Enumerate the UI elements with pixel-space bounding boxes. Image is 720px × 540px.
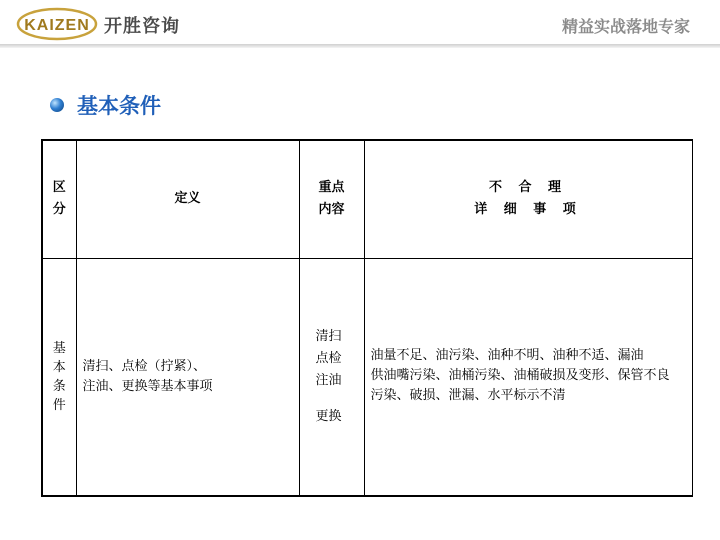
table-header-row [42, 140, 692, 258]
definition-cell: 清扫、点检（拧紧）、 注油、更换等基本事项 [76, 258, 299, 496]
header-category: 区 分 [42, 140, 76, 258]
detail-item: 供油嘴污染、油桶污染、油桶破损及变形、保管不良 [370, 367, 670, 383]
logo-text: KAIZEN [24, 17, 90, 34]
details-cell [364, 258, 692, 496]
category-cell: 基 本 条 件 [42, 258, 76, 496]
header-details: 不 合 理 详 细 事 项 [364, 140, 692, 258]
slogan: 精益实战落地专家 [561, 17, 690, 36]
conditions-table [41, 139, 693, 497]
globe-bullet-icon [50, 98, 64, 112]
header-divider [0, 44, 720, 48]
section-title: 基本条件 [77, 94, 161, 118]
header-key-points: 重点 内容 [299, 140, 364, 258]
table-row [42, 258, 692, 496]
detail-item: 油量不足、油污染、油种不明、油种不适、漏油 [370, 347, 644, 363]
key-points-cell: 清扫 点检 注油 更换 [299, 258, 364, 496]
detail-item: 污染、破损、泄漏、水平标示不清 [370, 387, 566, 403]
brand-name: 开胜咨询 [104, 16, 180, 37]
header-definition: 定义 [76, 140, 299, 258]
